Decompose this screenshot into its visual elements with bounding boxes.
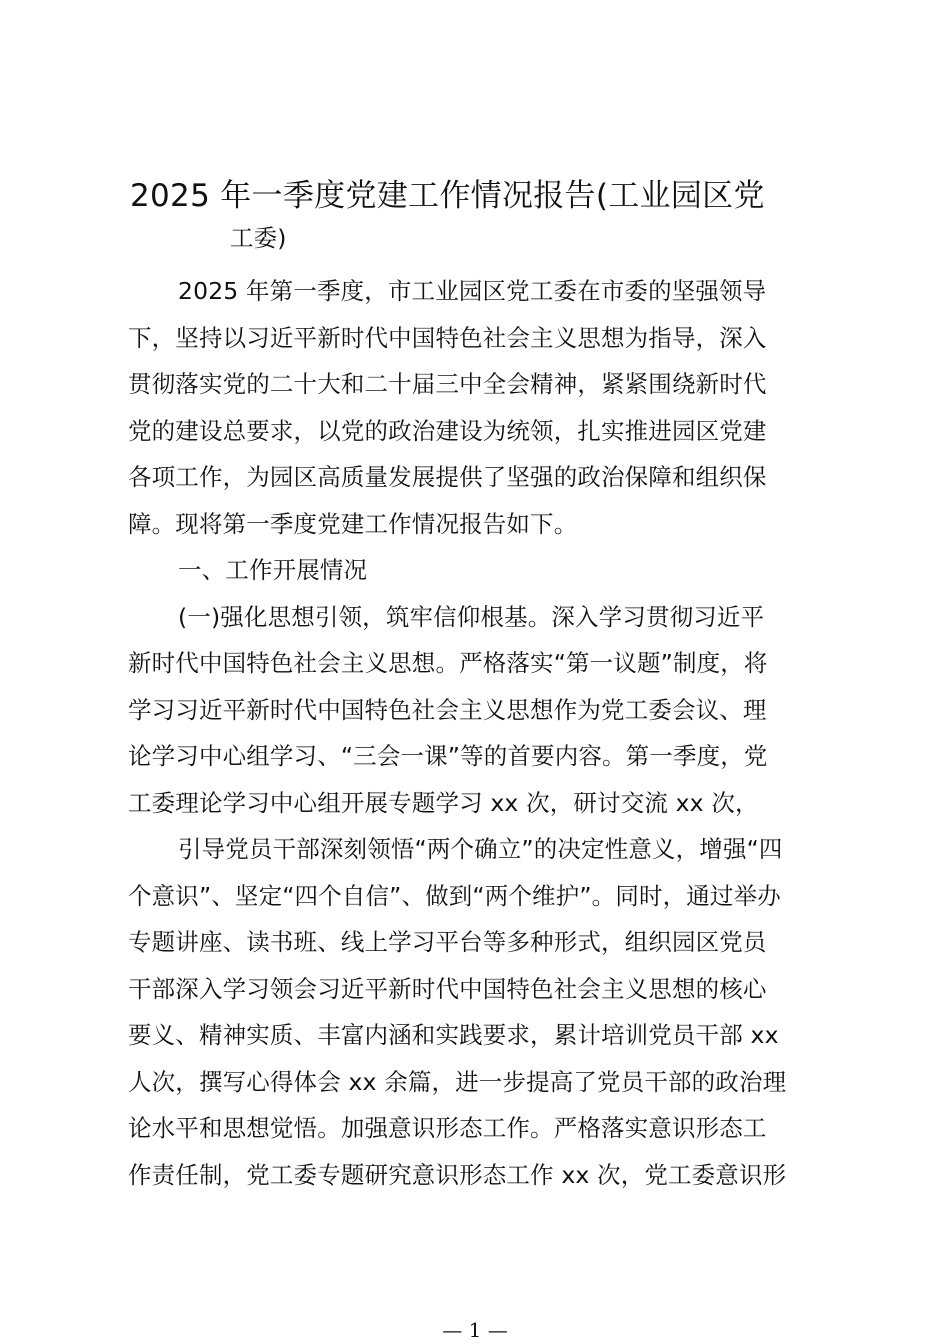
paragraph-line: 2025 年第一季度，市工业园区党工委在市委的坚强领导 bbox=[178, 277, 767, 305]
paragraph-line: 作责任制，党工委专题研究意识形态工作 xx 次，党工委意识形 bbox=[128, 1160, 787, 1189]
section-heading: 一、工作开展情况 bbox=[178, 556, 368, 584]
document-body: 工委) 2025 年第一季度，市工业园区党工委在市委的坚强领导 下，坚持以习近平新时代中国特色社会主义思想为指导，深入 贯彻落实党的二十大和二十届三中全会精神，紧紧围绕新时代 党的建设总要求，以党的政治建设为统领，扎实推进园区党建 各项工作，为园区高质量发展提供了坚强的政治保障和组织保 障。现将第一季度党建工作情况报告如下。 一、工作开展情况 (一)强化思想引领，筑牢信仰根基。深入学习贯彻习近平 新时代中国特色社会主义思想。严格落实“第一议题”制度，将 学习习近平新时代中国特色社会主义思想作为党工委会议、理 论学习中心组学习、“三会一课”等的首要内容。第一季度，党 工委理论学习中心组开展专题学习 xx 次，研讨交流 xx 次， 引导党员干部深刻领悟“两个确立”的决定性意义，增强“四 个意识”、坚定“四个自信”、做到“两个维护”。同时，通过举办 专题讲座、读书班、线上学习平台等多种形式，组织园区党员 干部深入学习领会习近平新时代中国特色社会主义思想的核心 要义、精神实质、丰富内涵和实践要求，累计培训党员干部 xx 人次，撰写心得体会 xx 余篇，进一步提高了党员干部的政治理 论水平和思想觉悟。加强意识形态工作。严格落实意识形态工 作责任制，党工委专题研究意识形态工作 xx 次，党工委意识形 bbox=[128, 268, 848, 1198]
page-number: — 1 — bbox=[442, 1318, 508, 1342]
paragraph-line: 工委理论学习中心组开展专题学习 xx 次，研讨交流 xx 次， bbox=[128, 788, 759, 817]
paragraph-line: 个意识”、坚定“四个自信”、做到“两个维护”。同时，通过举办 bbox=[128, 881, 781, 910]
paragraph-line: 障。现将第一季度党建工作情况报告如下。 bbox=[128, 509, 578, 538]
paragraph-line: 论学习中心组学习、“三会一课”等的首要内容。第一季度，党 bbox=[128, 742, 768, 770]
paragraph-line: 学习习近平新时代中国特色社会主义思想作为党工委会议、理 bbox=[128, 695, 767, 724]
paragraph-line: 论水平和思想觉悟。加强意识形态工作。严格落实意识形态工 bbox=[128, 1114, 767, 1142]
paragraph-line: 人次，撰写心得体会 xx 余篇，进一步提高了党员干部的政治理 bbox=[128, 1067, 787, 1096]
paragraph-line: 引导党员干部深刻领悟“两个确立”的决定性意义，增强“四 bbox=[178, 835, 783, 863]
paragraph-line: 专题讲座、读书班、线上学习平台等多种形式，组织园区党员 bbox=[128, 928, 767, 956]
paragraph-line: 干部深入学习领会习近平新时代中国特色社会主义思想的核心 bbox=[128, 974, 767, 1003]
document-title: 2025 年一季度党建工作情况报告(工业园区党 bbox=[130, 178, 765, 214]
paragraph-line: 各项工作，为园区高质量发展提供了坚强的政治保障和组织保 bbox=[128, 463, 767, 491]
paragraph-line: 新时代中国特色社会主义思想。严格落实“第一议题”制度，将 bbox=[128, 649, 768, 677]
paragraph-line: (一)强化思想引领，筑牢信仰根基。深入学习贯彻习近平 bbox=[178, 602, 765, 631]
paragraph-line: 党的建设总要求，以党的政治建设为统领，扎实推进园区党建 bbox=[128, 416, 767, 445]
paragraph-line: 要义、精神实质、丰富内涵和实践要求，累计培训党员干部 xx bbox=[128, 1021, 779, 1049]
paragraph-line: 贯彻落实党的二十大和二十届三中全会精神，紧紧围绕新时代 bbox=[128, 370, 767, 398]
paragraph-line: 下，坚持以习近平新时代中国特色社会主义思想为指导，深入 bbox=[128, 323, 767, 352]
